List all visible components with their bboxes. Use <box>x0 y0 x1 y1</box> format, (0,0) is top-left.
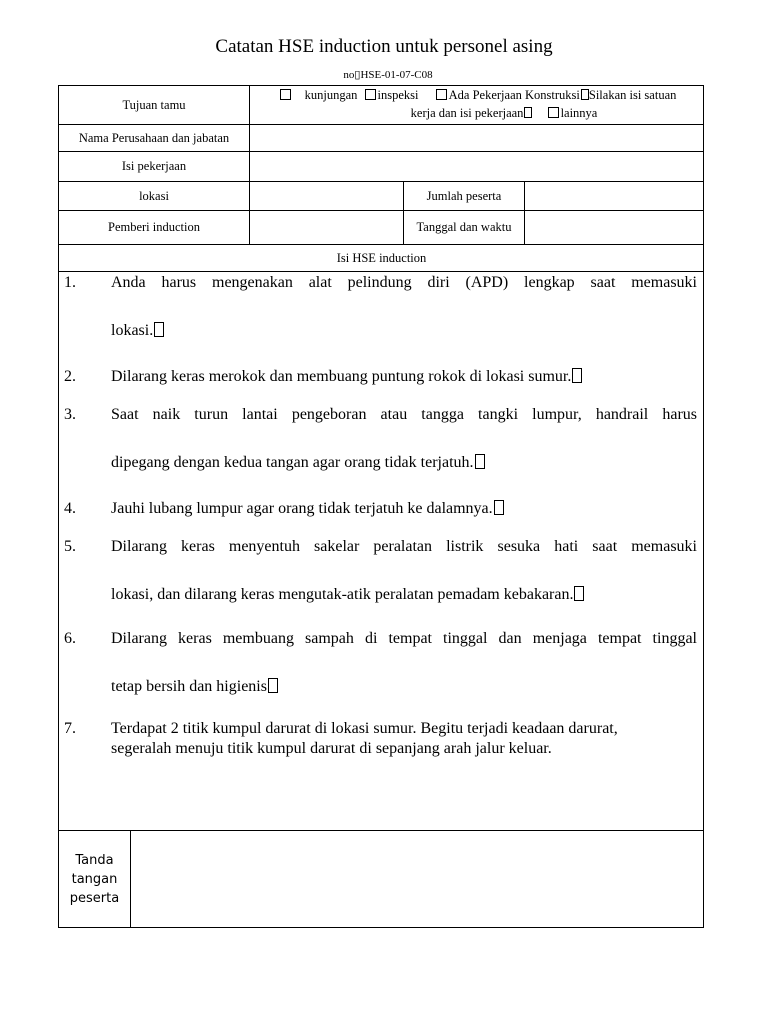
rule-item <box>64 497 697 521</box>
option-konstruksi-note2: kerja dan isi pekerjaan <box>410 106 524 120</box>
option-konstruksi-note1: Silakan isi satuan <box>588 88 677 102</box>
induction-giver-field[interactable] <box>250 211 403 244</box>
datetime-label: Tanggal dan waktu <box>416 220 512 234</box>
checkbox-konstruksi[interactable] <box>436 89 447 100</box>
company-field[interactable] <box>250 125 704 151</box>
option-konstruksi-label: Ada Pekerjaan Konstruksi <box>448 88 580 102</box>
option-kunjungan-label: kunjungan <box>304 88 358 102</box>
rule-number: 7. <box>64 720 76 737</box>
purpose-label: Tujuan tamu <box>122 97 186 112</box>
missing-glyph-icon <box>581 89 589 100</box>
rule-text: Terdapat 2 titik kumpul darurat di lokasi sumur. Begitu terjadi keadaan darurat, <box>111 720 618 737</box>
datetime-field[interactable] <box>525 211 704 244</box>
rule-text: Jauhi lubang lumpur agar orang tidak terjatuh ke dalamnya. <box>111 497 697 521</box>
missing-glyph-icon <box>524 107 532 118</box>
option-inspeksi-label: inspeksi <box>377 88 419 102</box>
rule-text-cont: segeralah menuju titik kumpul darurat di sepanjang arah jalur keluar. <box>111 740 552 757</box>
signature-label: Tanda tangan peserta <box>69 853 120 906</box>
missing-glyph-icon <box>475 454 485 469</box>
rule-number: 1. <box>64 274 76 291</box>
induction-giver-label: Pemberi induction <box>108 220 200 234</box>
work-label: Isi pekerjaan <box>121 159 187 173</box>
rule-text: Saat naik turun lantai pengeboran atau tangga tangki lumpur, handrail harus <box>111 406 697 423</box>
checkbox-inspeksi[interactable] <box>365 89 376 100</box>
company-label: Nama Perusahaan dan jabatan <box>78 130 230 145</box>
rule-text-cont: lokasi, dan dilarang keras mengutak-atik peralatan pemadam kebakaran. <box>111 571 697 619</box>
participants-field[interactable] <box>525 182 704 210</box>
rule-text-cont: dipegang dengan kedua tangan agar orang tidak terjatuh. <box>111 439 697 487</box>
rule-item <box>64 523 697 619</box>
signature-field[interactable] <box>131 831 704 928</box>
document-number: no▯HSE-01-07-C08 <box>343 69 433 81</box>
rule-text: Dilarang keras merokok dan membuang puntung rokok di lokasi sumur. <box>111 365 697 389</box>
missing-glyph-icon <box>574 586 584 601</box>
rule-item <box>64 365 697 389</box>
work-field[interactable] <box>250 152 704 181</box>
document-title: Catatan HSE induction untuk personel asing <box>215 36 553 57</box>
checkbox-kunjungan[interactable] <box>280 89 291 100</box>
location-label: lokasi <box>139 188 169 203</box>
rule-item <box>64 391 697 487</box>
rule-text-cont: lokasi. <box>111 307 697 355</box>
rule-text: Anda harus mengenakan alat pelindung diri (APD) lengkap saat memasuki <box>111 274 697 291</box>
missing-glyph-icon <box>154 322 164 337</box>
hse-rules-list <box>64 271 697 759</box>
purpose-options-line2 <box>250 104 704 122</box>
rule-number: 2. <box>64 368 76 385</box>
rule-text: Dilarang keras menyentuh sakelar peralatan listrik sesuka hati saat memasuki <box>111 538 697 555</box>
option-lainnya-label: lainnya <box>560 106 598 120</box>
hse-content-heading: Isi HSE induction <box>336 250 427 265</box>
rule-number: 3. <box>64 406 76 423</box>
rule-text-cont: tetap bersih dan higienis <box>111 663 697 711</box>
missing-glyph-icon <box>494 500 504 515</box>
rule-item <box>64 719 697 759</box>
rule-number: 4. <box>64 500 76 517</box>
checkbox-lainnya[interactable] <box>548 107 559 118</box>
rule-number: 6. <box>64 630 76 647</box>
purpose-options-line1 <box>250 86 704 104</box>
location-field[interactable] <box>250 182 403 210</box>
rule-item <box>64 259 697 355</box>
rule-item <box>64 615 697 711</box>
missing-glyph-icon <box>268 678 278 693</box>
participants-label: Jumlah peserta <box>426 188 502 203</box>
purpose-options <box>250 86 704 122</box>
rule-text: Dilarang keras membuang sampah di tempat tinggal dan menjaga tempat tinggal <box>111 630 697 647</box>
rule-number: 5. <box>64 538 76 555</box>
missing-glyph-icon <box>572 368 582 383</box>
